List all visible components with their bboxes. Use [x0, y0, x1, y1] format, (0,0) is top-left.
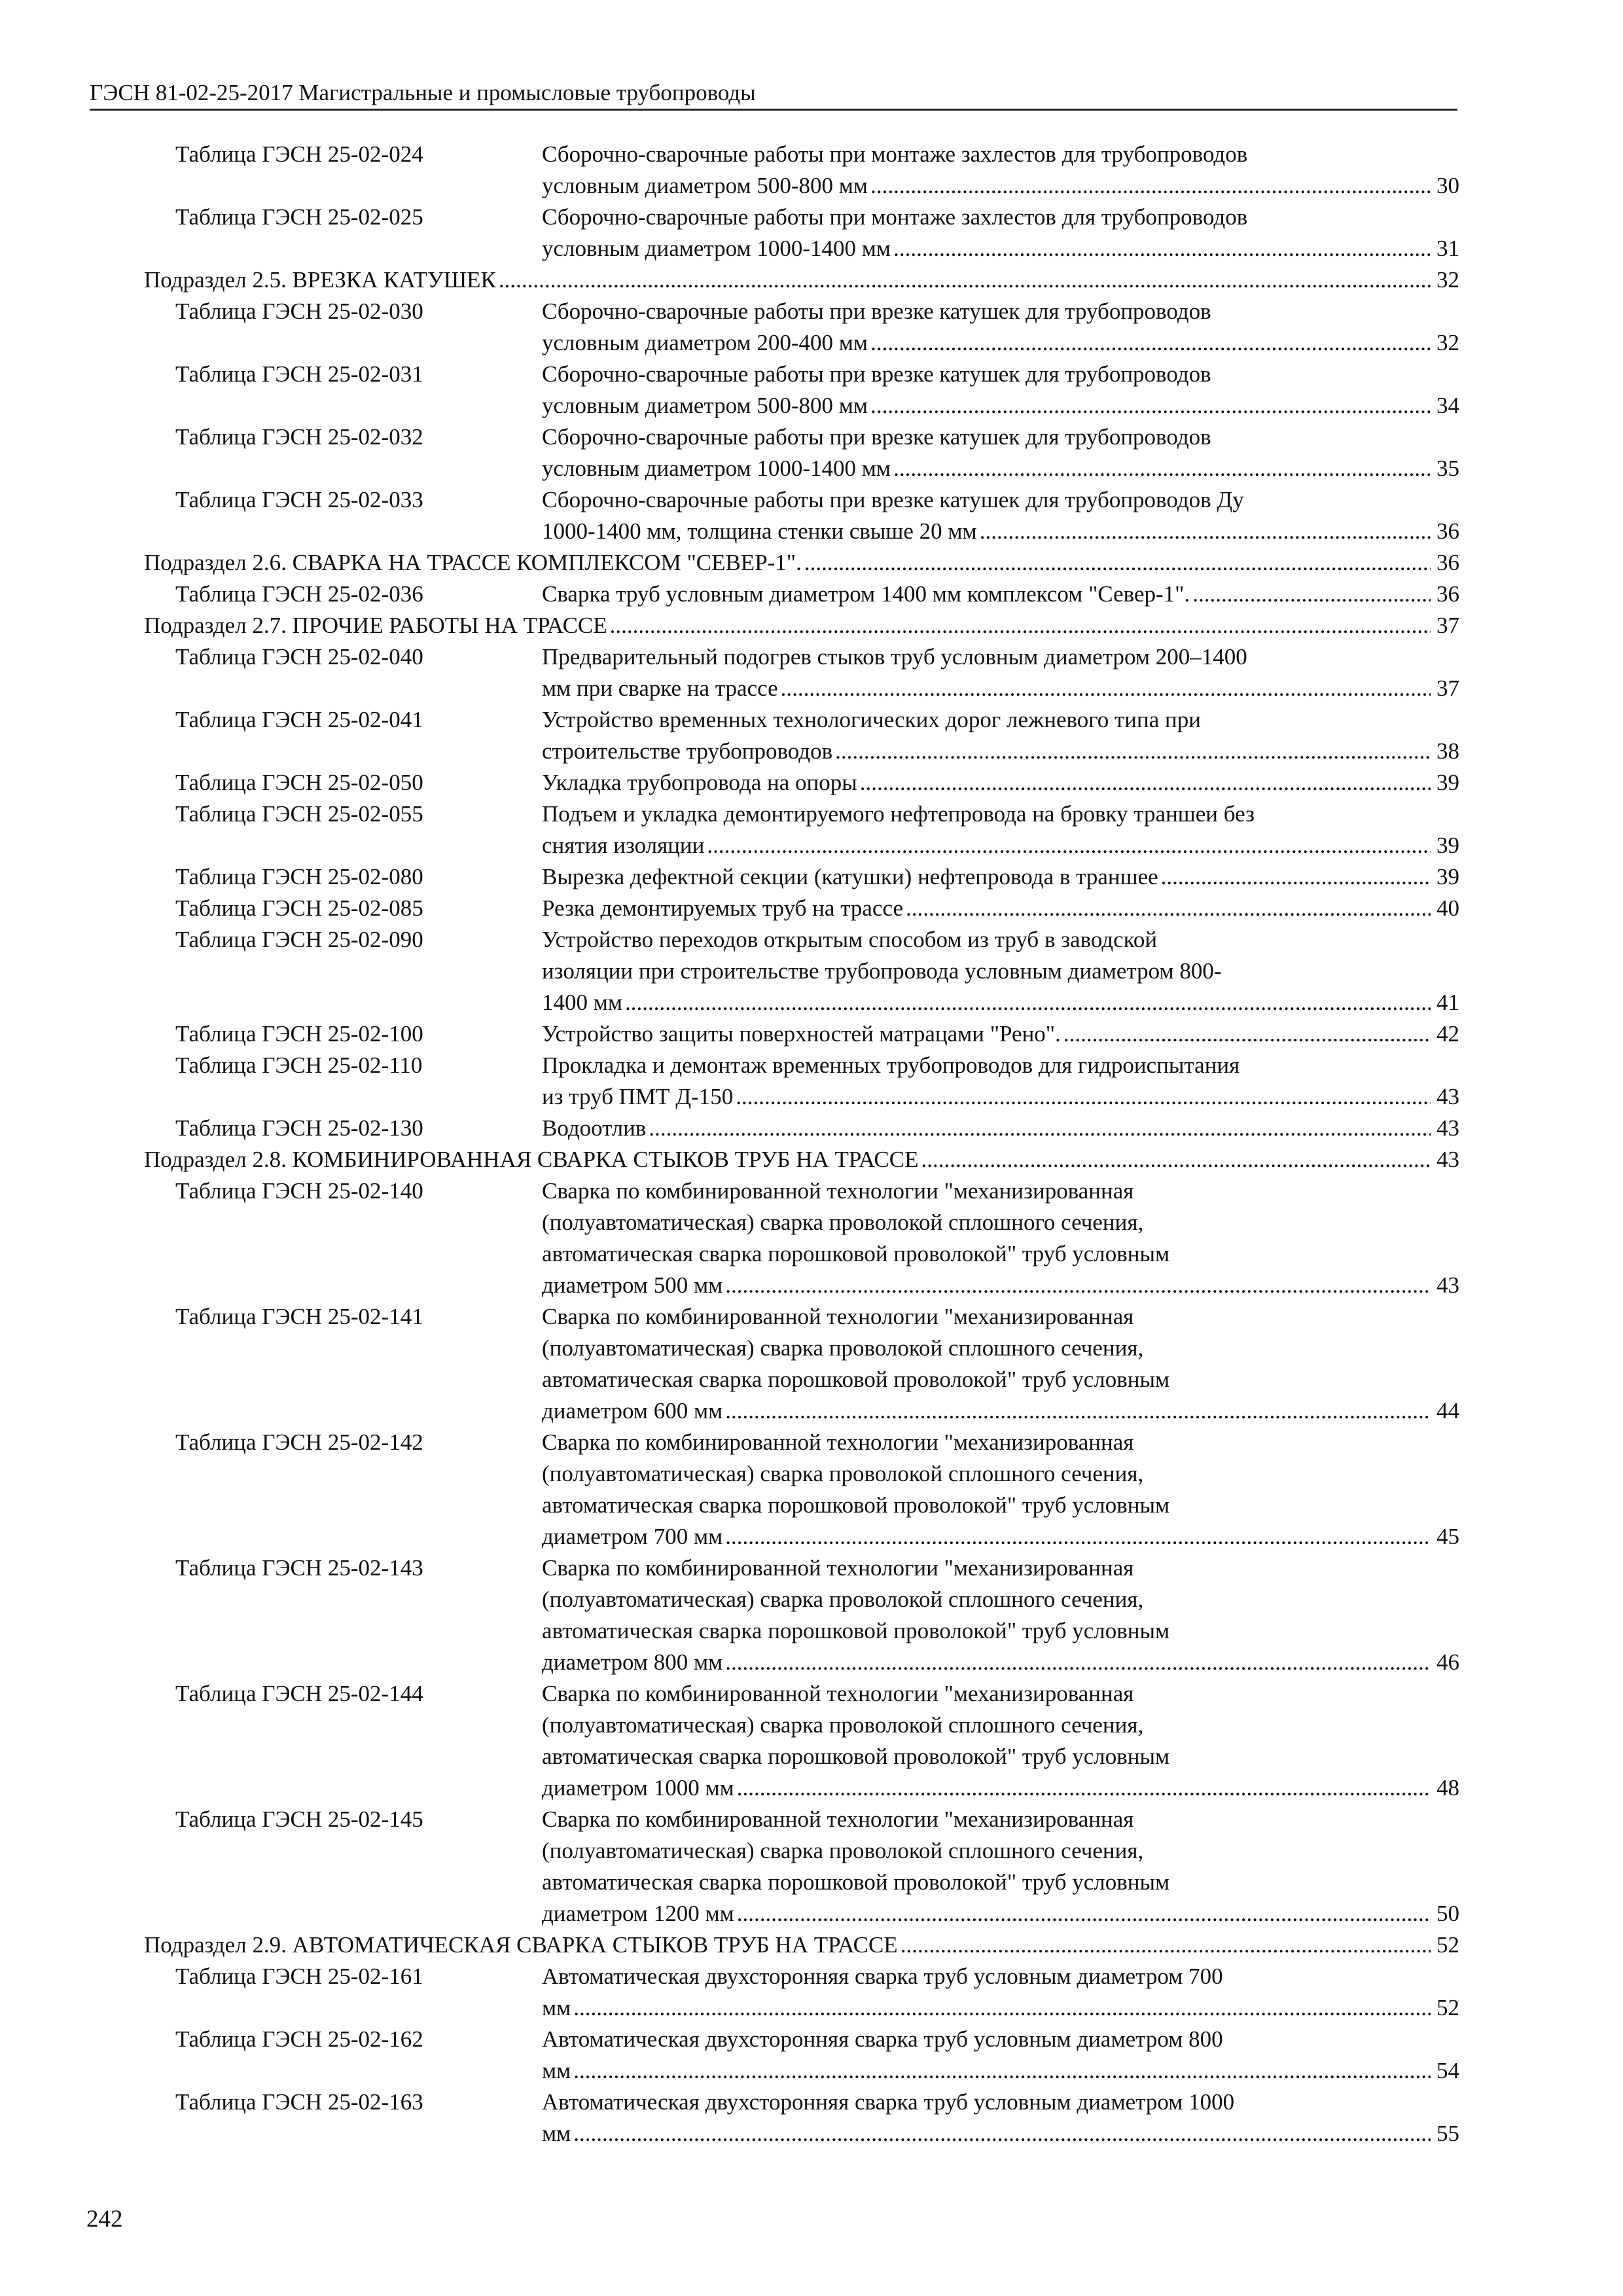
toc-table-entry[interactable] [144, 2024, 1459, 2087]
toc-entry-title-line: диаметром 700 мм [542, 1524, 723, 1549]
toc-page-number: 32 [1436, 330, 1459, 355]
dot-leader [649, 1113, 1431, 1144]
toc-page-number: 46 [1436, 1649, 1459, 1675]
toc-table-entry[interactable] [144, 579, 1459, 610]
toc-entry-code: Таблица ГЭСН 25-02-140 [175, 1178, 423, 1204]
toc-entry-code: Таблица ГЭСН 25-02-141 [175, 1304, 423, 1329]
toc-entry-code: Таблица ГЭСН 25-02-162 [175, 2026, 423, 2052]
toc-table-entry[interactable] [144, 924, 1459, 1018]
toc-entry-title-line: условным диаметром 500-800 мм [542, 393, 868, 418]
toc-entry-title-line: Устройство переходов открытым способом из труб в заводской [542, 927, 1158, 952]
toc-entry-title-line: диаметром 600 мм [542, 1398, 723, 1424]
toc-page-number: 37 [1436, 675, 1459, 701]
toc-entry-code: Таблица ГЭСН 25-02-025 [175, 204, 423, 230]
toc-section-entry[interactable] [144, 547, 1459, 579]
toc-entry-title-line: Сварка по комбинированной технологии "механизированная [542, 1806, 1134, 1832]
toc-entry-title-line: Сборочно-сварочные работы при врезке катушек для трубопроводов [542, 298, 1211, 324]
toc-page-number: 44 [1436, 1398, 1459, 1424]
toc-table-entry[interactable] [144, 484, 1459, 547]
toc-page-number: 36 [1436, 550, 1459, 575]
toc-entry-title-line: Сварка по комбинированной технологии "механизированная [542, 1178, 1134, 1204]
toc-entry-title-line: Сварка по комбинированной технологии "механизированная [542, 1681, 1134, 1706]
dot-leader [725, 1395, 1431, 1427]
toc-table-entry[interactable] [144, 893, 1459, 924]
toc-table-entry[interactable] [144, 1301, 1459, 1427]
dot-leader [893, 233, 1431, 264]
toc-section-entry[interactable] [144, 264, 1459, 296]
toc-table-entry[interactable] [144, 798, 1459, 861]
toc-entry-title-line: Сборочно-сварочные работы при врезке катушек для трубопроводов [542, 424, 1211, 450]
toc-entry-title-line: (полуавтоматическая) сварка проволокой сплошного сечения, [542, 1461, 1144, 1486]
table-of-contents [144, 139, 1459, 2149]
toc-page-number: 42 [1436, 1021, 1459, 1047]
toc-page-number: 43 [1436, 1272, 1459, 1298]
toc-table-entry[interactable] [144, 1427, 1459, 1552]
toc-entry-title-line: мм [542, 1995, 571, 2020]
toc-page-number: 52 [1436, 1932, 1459, 1958]
toc-entry-code: Таблица ГЭСН 25-02-036 [175, 581, 423, 607]
toc-entry-title-line: Подраздел 2.8. КОМБИНИРОВАННАЯ СВАРКА СТЫКОВ ТРУБ НА ТРАССЕ [144, 1147, 919, 1172]
toc-entry-title-line: автоматическая сварка порошковой проволокой" труб условным [542, 1492, 1170, 1518]
dot-leader [906, 893, 1431, 924]
dot-leader [737, 1898, 1431, 1929]
toc-page-number: 43 [1436, 1084, 1459, 1109]
toc-table-entry[interactable] [144, 767, 1459, 798]
dot-leader [725, 1270, 1431, 1301]
toc-page-number: 38 [1436, 738, 1459, 764]
toc-entry-title-line: (полуавтоматическая) сварка проволокой сплошного сечения, [542, 1587, 1144, 1612]
dot-leader [499, 264, 1431, 296]
toc-entry-code: Таблица ГЭСН 25-02-080 [175, 864, 423, 889]
toc-page-number: 40 [1436, 895, 1459, 921]
toc-entry-title-line: Сварка по комбинированной технологии "механизированная [542, 1429, 1134, 1455]
toc-entry-code: Таблица ГЭСН 25-02-055 [175, 801, 423, 827]
toc-entry-title-line: Сборочно-сварочные работы при врезке катушек для трубопроводов Ду [542, 487, 1244, 512]
toc-entry-title-line: (полуавтоматическая) сварка проволокой сплошного сечения, [542, 1335, 1144, 1361]
toc-entry-title-line: Прокладка и демонтаж временных трубопроводов для гидроиспытания [542, 1052, 1240, 1078]
toc-page-number: 31 [1436, 236, 1459, 261]
toc-page-number: 43 [1436, 1147, 1459, 1172]
toc-entry-title-line: (полуавтоматическая) сварка проволокой сплошного сечения, [542, 1210, 1144, 1235]
page-header [90, 77, 1457, 111]
dot-leader [804, 547, 1431, 579]
dot-leader [725, 1647, 1431, 1678]
document-title: ГЭСН 81-02-25-2017 Магистральные и промысловые трубопроводы [90, 80, 756, 105]
toc-page-number: 54 [1436, 2058, 1459, 2083]
toc-table-entry[interactable] [144, 422, 1459, 484]
toc-entry-code: Таблица ГЭСН 25-02-143 [175, 1555, 423, 1581]
toc-entry-title-line: условным диаметром 1000-1400 мм [542, 236, 891, 261]
toc-entry-title-line: диаметром 800 мм [542, 1649, 723, 1675]
dot-leader [1161, 861, 1431, 893]
toc-entry-code: Таблица ГЭСН 25-02-100 [175, 1021, 423, 1047]
toc-page-number: 48 [1436, 1775, 1459, 1801]
toc-table-entry[interactable] [144, 1804, 1459, 1929]
toc-page-number: 39 [1436, 864, 1459, 889]
toc-entry-code: Таблица ГЭСН 25-02-085 [175, 895, 423, 921]
toc-page-number: 39 [1436, 770, 1459, 795]
toc-entry-title-line: 1400 мм [542, 990, 623, 1015]
toc-entry-title-line: диаметром 1200 мм [542, 1901, 734, 1926]
toc-entry-title-line: Резка демонтируемых труб на трассе [542, 895, 903, 921]
toc-entry-title-line: Подраздел 2.6. СВАРКА НА ТРАССЕ КОМПЛЕКСОМ "СЕВЕР-1". [144, 550, 802, 575]
toc-page-number: 45 [1436, 1524, 1459, 1549]
toc-table-entry[interactable] [144, 1678, 1459, 1804]
toc-table-entry[interactable] [144, 202, 1459, 264]
toc-entry-title-line: Сварка по комбинированной технологии "механизированная [542, 1555, 1134, 1581]
dot-leader [725, 1521, 1431, 1552]
toc-entry-title-line: Сборочно-сварочные работы при монтаже захлестов для трубопроводов [542, 204, 1248, 230]
toc-page-number: 34 [1436, 393, 1459, 418]
toc-entry-code: Таблица ГЭСН 25-02-024 [175, 141, 423, 167]
dot-leader [893, 453, 1431, 484]
toc-page-number: 36 [1436, 581, 1459, 607]
toc-entry-title-line: Автоматическая двухсторонняя сварка труб условным диаметром 700 [542, 1964, 1223, 1989]
dot-leader [870, 390, 1431, 422]
toc-entry-title-line: мм [542, 2121, 571, 2146]
toc-entry-title-line: диаметром 500 мм [542, 1272, 723, 1298]
toc-entry-title-line: Подраздел 2.9. АВТОМАТИЧЕСКАЯ СВАРКА СТЫКОВ ТРУБ НА ТРАССЕ [144, 1932, 898, 1958]
toc-entry-title-line: из труб ПМТ Д-150 [542, 1084, 734, 1109]
dot-leader [1192, 579, 1431, 610]
toc-entry-code: Таблица ГЭСН 25-02-040 [175, 644, 423, 670]
toc-entry-title-line: Предварительный подогрев стыков труб условным диаметром 200–1400 [542, 644, 1247, 670]
toc-page-number: 39 [1436, 833, 1459, 858]
toc-section-entry[interactable] [144, 1144, 1459, 1175]
toc-entry-title-line: Сборочно-сварочные работы при врезке катушек для трубопроводов [542, 361, 1211, 387]
toc-page-number: 36 [1436, 518, 1459, 544]
toc-page-number: 30 [1436, 173, 1459, 198]
page-number: 242 [86, 2206, 123, 2233]
toc-page-number: 32 [1436, 267, 1459, 293]
dot-leader [707, 830, 1431, 861]
toc-table-entry[interactable] [144, 1961, 1459, 2024]
dot-leader [870, 327, 1431, 359]
toc-entry-title-line: Сварка по комбинированной технологии "механизированная [542, 1304, 1134, 1329]
dot-leader [736, 1081, 1431, 1113]
toc-entry-title-line: автоматическая сварка порошковой проволокой" труб условным [542, 1618, 1170, 1643]
toc-table-entry[interactable] [144, 1018, 1459, 1050]
dot-leader [860, 767, 1431, 798]
dot-leader [980, 516, 1431, 547]
toc-entry-title-line: Устройство защиты поверхностей матрацами "Рено". [542, 1021, 1061, 1047]
toc-page-number: 37 [1436, 613, 1459, 638]
dot-leader [921, 1144, 1431, 1175]
toc-table-entry[interactable] [144, 359, 1459, 422]
toc-entry-title-line: Водоотлив [542, 1115, 647, 1141]
toc-entry-code: Таблица ГЭСН 25-02-041 [175, 707, 423, 732]
dot-leader [610, 610, 1431, 641]
toc-table-entry[interactable] [144, 1552, 1459, 1678]
toc-table-entry[interactable] [144, 139, 1459, 202]
toc-table-entry[interactable] [144, 2087, 1459, 2149]
toc-entry-title-line: строительстве трубопроводов [542, 738, 833, 764]
toc-page-number: 52 [1436, 1995, 1459, 2020]
toc-entry-title-line: Подраздел 2.5. ВРЕЗКА КАТУШЕК [144, 267, 496, 293]
toc-entry-title-line: условным диаметром 1000-1400 мм [542, 456, 891, 481]
toc-table-entry[interactable] [144, 641, 1459, 704]
toc-entry-title-line: изоляции при строительстве трубопровода условным диаметром 800- [542, 958, 1222, 984]
toc-table-entry[interactable] [144, 1050, 1459, 1113]
toc-entry-title-line: 1000-1400 мм, толщина стенки свыше 20 мм [542, 518, 977, 544]
toc-page-number: 50 [1436, 1901, 1459, 1926]
toc-entry-title-line: снятия изоляции [542, 833, 705, 858]
toc-entry-code: Таблица ГЭСН 25-02-145 [175, 1806, 423, 1832]
toc-entry-title-line: (полуавтоматическая) сварка проволокой сплошного сечения, [542, 1838, 1144, 1863]
toc-page-number: 41 [1436, 990, 1459, 1015]
toc-entry-code: Таблица ГЭСН 25-02-110 [175, 1052, 423, 1078]
toc-table-entry[interactable] [144, 861, 1459, 893]
dot-leader [835, 736, 1431, 767]
dot-leader [737, 1772, 1431, 1804]
toc-entry-title-line: мм [542, 2058, 571, 2083]
toc-entry-title-line: мм при сварке на трассе [542, 675, 778, 701]
dot-leader [625, 987, 1431, 1018]
dot-leader [1063, 1018, 1431, 1050]
dot-leader [573, 2055, 1431, 2087]
toc-entry-title-line: автоматическая сварка порошковой проволокой" труб условным [542, 1367, 1170, 1392]
toc-table-entry[interactable] [144, 704, 1459, 767]
toc-entry-title-line: автоматическая сварка порошковой проволокой" труб условным [542, 1241, 1170, 1266]
toc-table-entry[interactable] [144, 1113, 1459, 1144]
toc-entry-title-line: (полуавтоматическая) сварка проволокой сплошного сечения, [542, 1712, 1144, 1738]
dot-leader [781, 673, 1431, 704]
toc-entry-title-line: автоматическая сварка порошковой проволокой" труб условным [542, 1744, 1170, 1769]
toc-table-entry[interactable] [144, 1175, 1459, 1301]
toc-entry-title-line: диаметром 1000 мм [542, 1775, 734, 1801]
toc-entry-title-line: Вырезка дефектной секции (катушки) нефтепровода в траншее [542, 864, 1158, 889]
toc-entry-title-line: Автоматическая двухсторонняя сварка труб условным диаметром 1000 [542, 2089, 1235, 2115]
toc-entry-title-line: автоматическая сварка порошковой проволокой" труб условным [542, 1869, 1170, 1895]
toc-entry-title-line: Укладка трубопровода на опоры [542, 770, 857, 795]
toc-page-number: 43 [1436, 1115, 1459, 1141]
toc-entry-title-line: Подъем и укладка демонтируемого нефтепровода на бровку траншеи без [542, 801, 1255, 827]
toc-entry-code: Таблица ГЭСН 25-02-030 [175, 298, 423, 324]
toc-entry-code: Таблица ГЭСН 25-02-163 [175, 2089, 423, 2115]
toc-entry-code: Таблица ГЭСН 25-02-161 [175, 1964, 423, 1989]
toc-entry-title-line: Устройство временных технологических дорог лежневого типа при [542, 707, 1202, 732]
toc-entry-title-line: условным диаметром 500-800 мм [542, 173, 868, 198]
toc-page-number: 35 [1436, 456, 1459, 481]
toc-entry-code: Таблица ГЭСН 25-02-130 [175, 1115, 423, 1141]
dot-leader [573, 2118, 1431, 2149]
toc-table-entry[interactable] [144, 296, 1459, 359]
dot-leader [573, 1992, 1431, 2024]
toc-section-entry[interactable] [144, 610, 1459, 641]
toc-page-number: 55 [1436, 2121, 1459, 2146]
toc-entry-code: Таблица ГЭСН 25-02-144 [175, 1681, 423, 1706]
toc-section-entry[interactable] [144, 1929, 1459, 1961]
dot-leader [901, 1929, 1431, 1961]
toc-entry-title-line: Подраздел 2.7. ПРОЧИЕ РАБОТЫ НА ТРАССЕ [144, 613, 607, 638]
dot-leader [870, 170, 1431, 202]
toc-entry-title-line: условным диаметром 200-400 мм [542, 330, 868, 355]
toc-entry-code: Таблица ГЭСН 25-02-142 [175, 1429, 423, 1455]
toc-entry-code: Таблица ГЭСН 25-02-032 [175, 424, 423, 450]
toc-entry-title-line: Сборочно-сварочные работы при монтаже захлестов для трубопроводов [542, 141, 1248, 167]
toc-entry-code: Таблица ГЭСН 25-02-033 [175, 487, 423, 512]
toc-entry-title-line: Сварка труб условным диаметром 1400 мм комплексом "Север-1". [542, 581, 1190, 607]
toc-entry-code: Таблица ГЭСН 25-02-031 [175, 361, 423, 387]
toc-entry-title-line: Автоматическая двухсторонняя сварка труб условным диаметром 800 [542, 2026, 1223, 2052]
toc-entry-code: Таблица ГЭСН 25-02-050 [175, 770, 423, 795]
toc-entry-code: Таблица ГЭСН 25-02-090 [175, 927, 423, 952]
